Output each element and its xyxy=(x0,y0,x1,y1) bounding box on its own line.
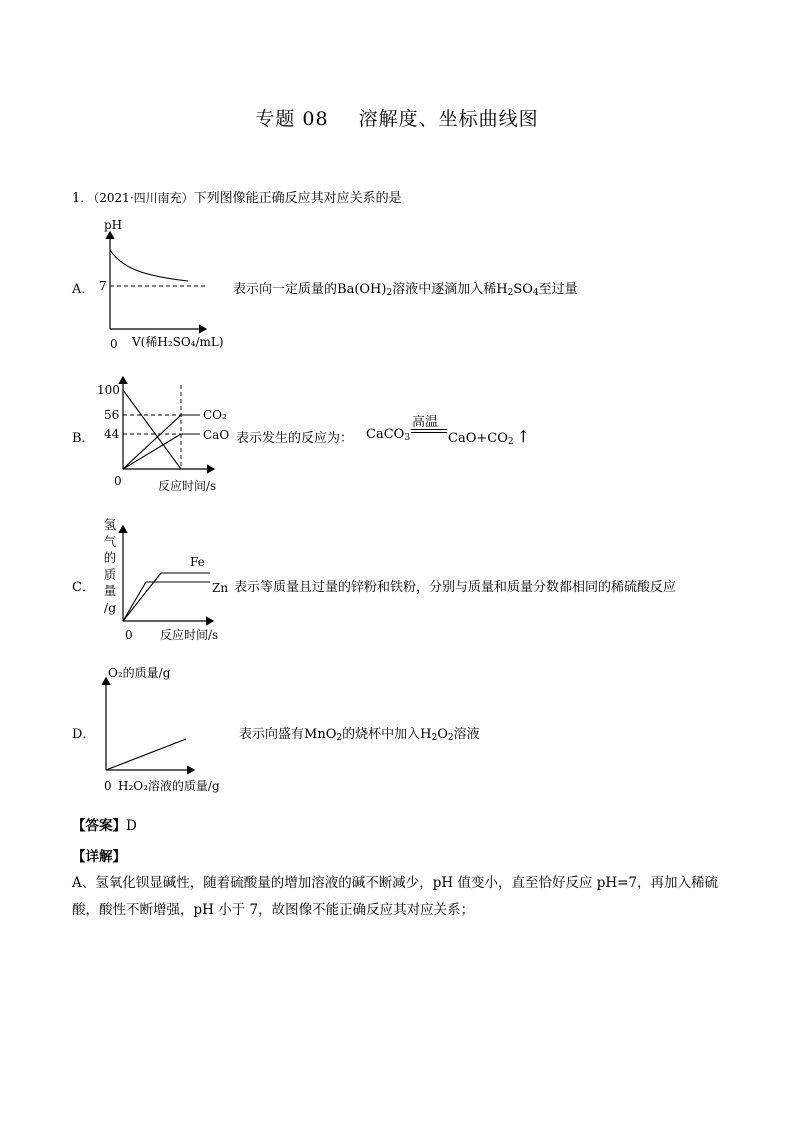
d-h2o2-sub1: 2 xyxy=(431,733,438,743)
d-xlabel: H₂O₂溶液的质量/g xyxy=(118,779,220,793)
d-h2o2-sub2: 2 xyxy=(447,733,454,743)
b-ytick-100: 100 xyxy=(97,383,120,397)
d-mno-sub: 2 xyxy=(336,733,343,743)
c-ylabel-char: /g xyxy=(103,599,117,615)
detail-label: 【详解】 xyxy=(72,849,126,865)
d-desc-end: 溶液 xyxy=(453,727,480,742)
c-ylabel-char: 气 xyxy=(103,533,117,549)
a-curve xyxy=(110,250,188,281)
b-origin: 0 xyxy=(114,474,122,488)
c-ylabel-char: 质 xyxy=(103,566,117,582)
a-ytick-7: 7 xyxy=(99,279,107,293)
d-origin: 0 xyxy=(104,779,112,793)
d-ylabel: O₂的质量/g xyxy=(108,666,171,680)
c-xlabel: 反应时间/s xyxy=(160,628,219,642)
d-desc-mid: 的烧杯中加入 xyxy=(342,727,421,742)
b-series-cao: CaO xyxy=(203,428,230,442)
answer-line xyxy=(72,814,137,834)
a-xlabel: V(稀H₂SO₄/mL) xyxy=(132,335,224,349)
option-a-desc xyxy=(233,278,578,298)
b-equation xyxy=(366,427,410,443)
b-condition: 高温 xyxy=(412,415,439,430)
option-c-label: C． xyxy=(72,580,95,595)
b-caco3-line xyxy=(123,390,181,469)
d-desc-pre: 表示向盛有 xyxy=(239,727,305,742)
c-series-fe: Fe xyxy=(190,555,205,569)
question-source: （2021·四川南充） xyxy=(93,191,194,205)
b-cao-line xyxy=(123,434,181,469)
question-stem xyxy=(72,187,402,206)
option-d-graph xyxy=(96,662,256,797)
a-origin: 0 xyxy=(110,337,118,351)
a-desc-post: 溶液中逐滴加入稀 xyxy=(392,282,497,297)
a-acid-h-sub: 2 xyxy=(507,288,514,298)
b-ytick-56: 56 xyxy=(104,408,120,422)
answer-label: 【答案】 xyxy=(72,818,126,834)
page-title xyxy=(0,104,794,131)
a-acid-h: H xyxy=(496,282,508,297)
d-h2o2-h: H xyxy=(420,727,432,742)
b-product: CaO+CO xyxy=(448,431,508,446)
b-product-sub: 2 xyxy=(507,437,514,447)
b-reactant: CaCO xyxy=(366,427,405,442)
d-line xyxy=(106,739,186,770)
b-gas-arrow: ↑ xyxy=(516,427,530,446)
c-ylabel-char: 氢 xyxy=(103,517,117,532)
a-acid-so-sub: 4 xyxy=(532,288,539,298)
b-series-co2: CO₂ xyxy=(203,408,227,422)
b-desc: 表示发生的反应为： xyxy=(236,431,354,446)
b-co2-line xyxy=(123,415,181,469)
b-ytick-44: 44 xyxy=(104,427,120,441)
option-b-label: B． xyxy=(72,431,95,446)
a-desc-pre: 表示向一定质量的 xyxy=(233,282,338,297)
c-desc: 表示等质量且过量的锌粉和铁粉，分别与质量和质量分数都相同的稀硫酸反应 xyxy=(234,580,677,595)
a-ylabel: pH xyxy=(104,218,123,232)
a-acid-so: SO xyxy=(513,282,533,297)
option-d-label: D． xyxy=(72,727,96,742)
a-desc-sub: 2 xyxy=(386,288,393,298)
c-series-zn: Zn xyxy=(212,581,229,595)
a-desc-formula: Ba(OH) xyxy=(337,282,387,297)
c-fe-rise xyxy=(123,573,161,621)
c-zn-rise xyxy=(123,582,146,621)
answer-value: D xyxy=(126,818,137,834)
option-c-graph xyxy=(118,520,238,645)
title-main: 溶解度、坐标曲线图 xyxy=(358,108,539,130)
question-number: 1． xyxy=(72,191,94,206)
c-ylabel xyxy=(100,517,120,616)
option-a-label: A． xyxy=(72,282,95,297)
option-b-graph xyxy=(92,372,242,497)
d-mno: MnO xyxy=(304,727,337,742)
question-text: 下列图像能正确反应其对应关系的是 xyxy=(193,191,402,206)
c-ylabel-char: 的 xyxy=(103,550,117,565)
b-products xyxy=(448,427,530,447)
b-xlabel: 反应时间/s xyxy=(158,479,217,493)
c-origin: 0 xyxy=(125,628,133,642)
b-equals-sign xyxy=(411,429,447,433)
d-desc xyxy=(239,723,480,743)
a-desc-end: 至过量 xyxy=(538,282,578,297)
option-a-graph xyxy=(88,212,248,357)
c-ylabel-char: 量 xyxy=(103,583,117,598)
d-h2o2-o: O xyxy=(437,727,448,742)
b-reactant-sub: 3 xyxy=(404,433,411,443)
detail-text: A、氢氧化钡显碱性，随着硫酸量的增加溶液的碱不断减少，pH 值变小，直至恰好反应 pH=7，再加入稀硫酸，酸性不断增强，pH 小于 7，故图像不能正确反应其对应关系； xyxy=(72,875,719,918)
title-prefix: 专题 08 xyxy=(255,108,329,130)
